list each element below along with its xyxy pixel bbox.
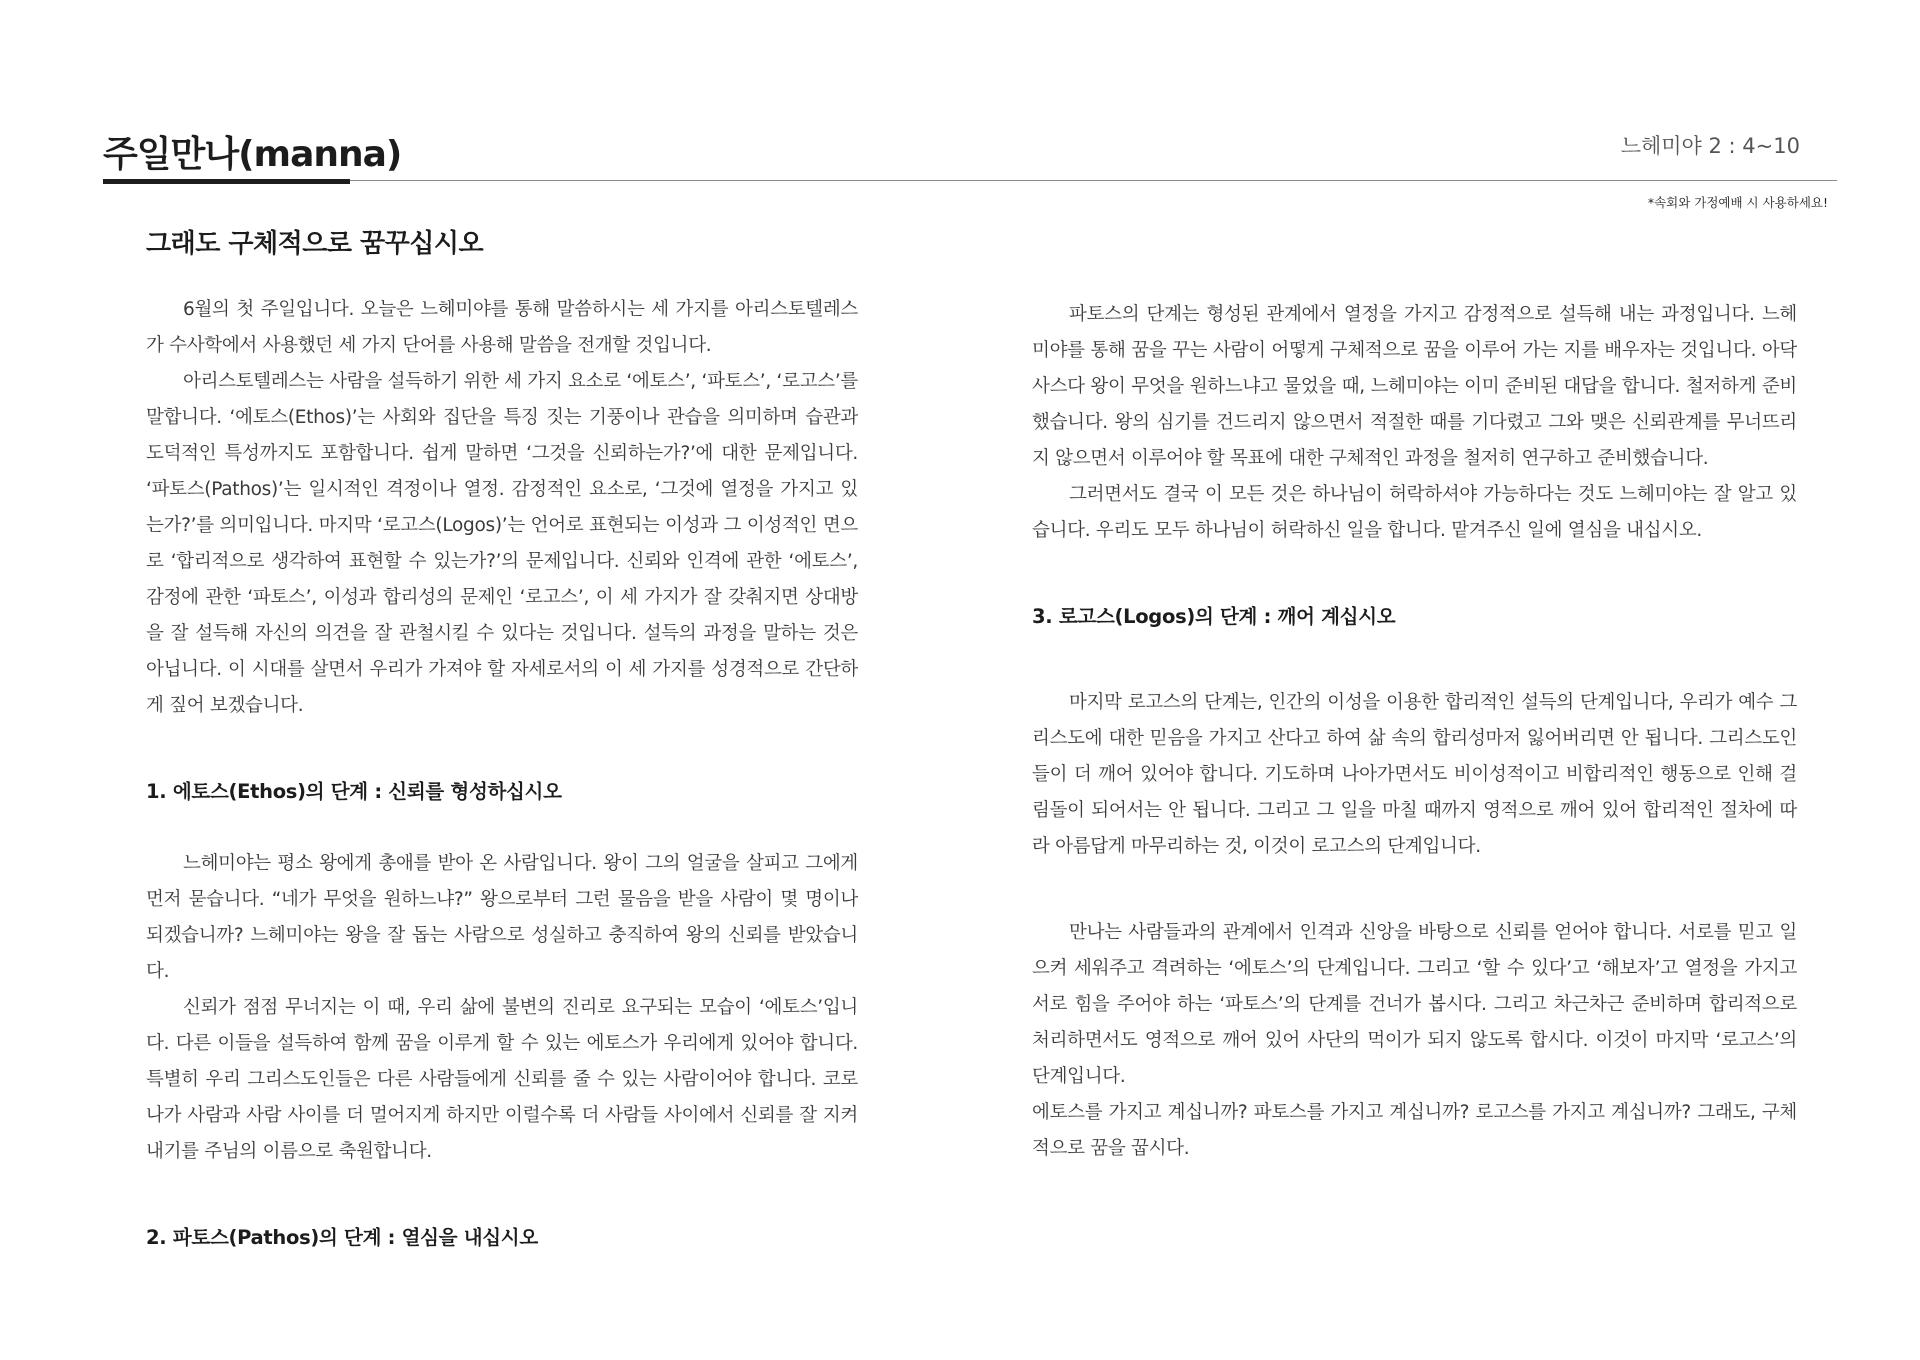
header-divider [103,180,1837,181]
right-column [1032,297,1797,1167]
section-paragraph: 마지막 로고스의 단계는, 인간의 이성을 이용한 합리적인 설득의 단계입니다, 우리가 예수 그리스도에 대한 믿음을 가지고 산다고 하여 삶 속의 합리성마저 잃어버리면 안 됩니다. 그리스도인들이 더 깨어 있어야 합니다. 기도하며 나아가면서도 비이성적이고 비합리적인 행동으로 인해 걸림돌이 되어서는 안 됩니다. 그리고 그 일을 마칠 때까지 영적으로 깨어 있어 합리적인 절차에 따라 아름답게 마무리하는 것, 이것이 로고스의 단계입니다. [1032,692,1797,857]
sermon-title: 그래도 구체적으로 꿈꾸십시오 [146,229,484,259]
intro-paragraph: 아리스토텔레스는 사람을 설득하기 위한 세 가지 요소로 ‘에토스’, ‘파토스’, ‘로고스’를 말합니다. ‘에토스(Ethos)’는 사회와 집단을 특징 짓는 기풍이나 관습을 의미하며 습관과 도덕적인 특성까지도 포함합니다. 쉽게 말하면 ‘그것을 신뢰하는가?’에 대한 문제입니다. ‘파토스(Pathos)’는 일시적인 격정이나 열정. 감정적인 요소로, ‘그것에 열정을 가지고 있는가?’를 의미입니다. 마지막 ‘로고스(Logos)’는 언어로 표현되는 이성과 그 이성적인 면으로 ‘합리적으로 생각하여 표현할 수 있는가?’의 문제입니다. 신뢰와 인격에 관한 ‘에토스’, 감정에 관한 ‘파토스’, 이성과 합리성의 문제인 ‘로고스’, 이 세 가지가 잘 갖춰지면 상대방을 잘 설득해 자신의 의견을 잘 관철시킬 수 있다는 것입니다. 설득의 과정을 말하는 것은 아닙니다. 이 시대를 살면서 우리가 가져야 할 자세로서의 이 세 가지를 성경적으로 간단하게 짚어 보겠습니다. [146,371,858,716]
intro-paragraph: 6월의 첫 주일입니다. 오늘은 느헤미야를 통해 말씀하시는 세 가지를 아리스토텔레스가 수사학에서 사용했던 세 가지 단어를 사용해 말씀을 전개할 것입니다. [146,299,858,356]
scripture-reference: 느헤미야 2 : 4~10 [1620,134,1800,158]
section-paragraph: 그러면서도 결국 이 모든 것은 하나님이 허락하셔야 가능하다는 것도 느헤미야는 잘 알고 있습니다. 우리도 모두 하나님이 허락하신 일을 합니다. 맡겨주신 일에 열심을 내십시오. [1032,484,1797,541]
masthead [103,122,1840,182]
section-heading-logos: 3. 로고스(Logos)의 단계 : 깨어 계십시오 [1032,605,1396,628]
publication-title: 주일만나(manna) [103,134,402,175]
section-paragraph: 파토스의 단계는 형성된 관계에서 열정을 가지고 감정적으로 설득해 내는 과정입니다. 느헤미야를 통해 꿈을 꾸는 사람이 어떻게 구체적으로 꿈을 이루어 가는 지를 배우자는 것입니다. 아닥사스다 왕이 무엇을 원하느냐고 물었을 때, 느헤미야는 이미 준비된 대답을 합니다. 철저하게 준비했습니다. 왕의 심기를 건드리지 않으면서 적절한 때를 기다렸고 그와 맺은 신뢰관계를 무너뜨리지 않으면서 이루어야 할 목표에 대한 구체적인 과정을 철저히 연구하고 준비했습니다. [1032,304,1797,469]
usage-note: *속회와 가정예배 시 사용하세요! [1647,195,1828,210]
closing-paragraph: 에토스를 가지고 계십니까? 파토스를 가지고 계십니까? 로고스를 가지고 계십니까? 그래도, 구체적으로 꿈을 꿉시다. [1032,1102,1797,1159]
header-accent-bar [103,179,350,184]
section-heading-ethos: 1. 에토스(Ethos)의 단계 : 신뢰를 형성하십시오 [146,780,562,803]
section-heading-pathos: 2. 파토스(Pathos)의 단계 : 열심을 내십시오 [146,1226,538,1249]
left-column [146,292,858,1256]
section-paragraph: 느헤미야는 평소 왕에게 총애를 받아 온 사람입니다. 왕이 그의 얼굴을 살피고 그에게 먼저 묻습니다. “네가 무엇을 원하느냐?” 왕으로부터 그런 물음을 받을 사람이 몇 명이나 되겠습니까? 느헤미야는 왕을 잘 돕는 사람으로 성실하고 충직하여 왕의 신뢰를 받았습니다. [146,853,858,982]
section-paragraph: 신뢰가 점점 무너지는 이 때, 우리 삶에 불변의 진리로 요구되는 모습이 ‘에토스’입니다. 다른 이들을 설득하여 함께 꿈을 이루게 할 수 있는 에토스가 우리에게 있어야 합니다. 특별히 우리 그리스도인들은 다른 사람들에게 신뢰를 줄 수 있는 사람이어야 합니다. 코로나가 사람과 사람 사이를 더 멀어지게 하지만 이럴수록 더 사람들 사이에서 신뢰를 잘 지켜 내기를 주님의 이름으로 축원합니다. [146,997,858,1162]
closing-paragraph: 만나는 사람들과의 관계에서 인격과 신앙을 바탕으로 신뢰를 얻어야 합니다. 서로를 믿고 일으켜 세워주고 격려하는 ‘에토스’의 단계입니다. 그리고 ‘할 수 있다’고 ‘해보자’고 열정을 가지고 서로 힘을 주어야 하는 ‘파토스’의 단계를 건너가 봅시다. 그리고 차근차근 준비하며 합리적으로 처리하면서도 영적으로 깨어 있어 사단의 먹이가 되지 않도록 합시다. 이것이 마지막 ‘로고스’의 단계입니다. [1032,922,1797,1087]
